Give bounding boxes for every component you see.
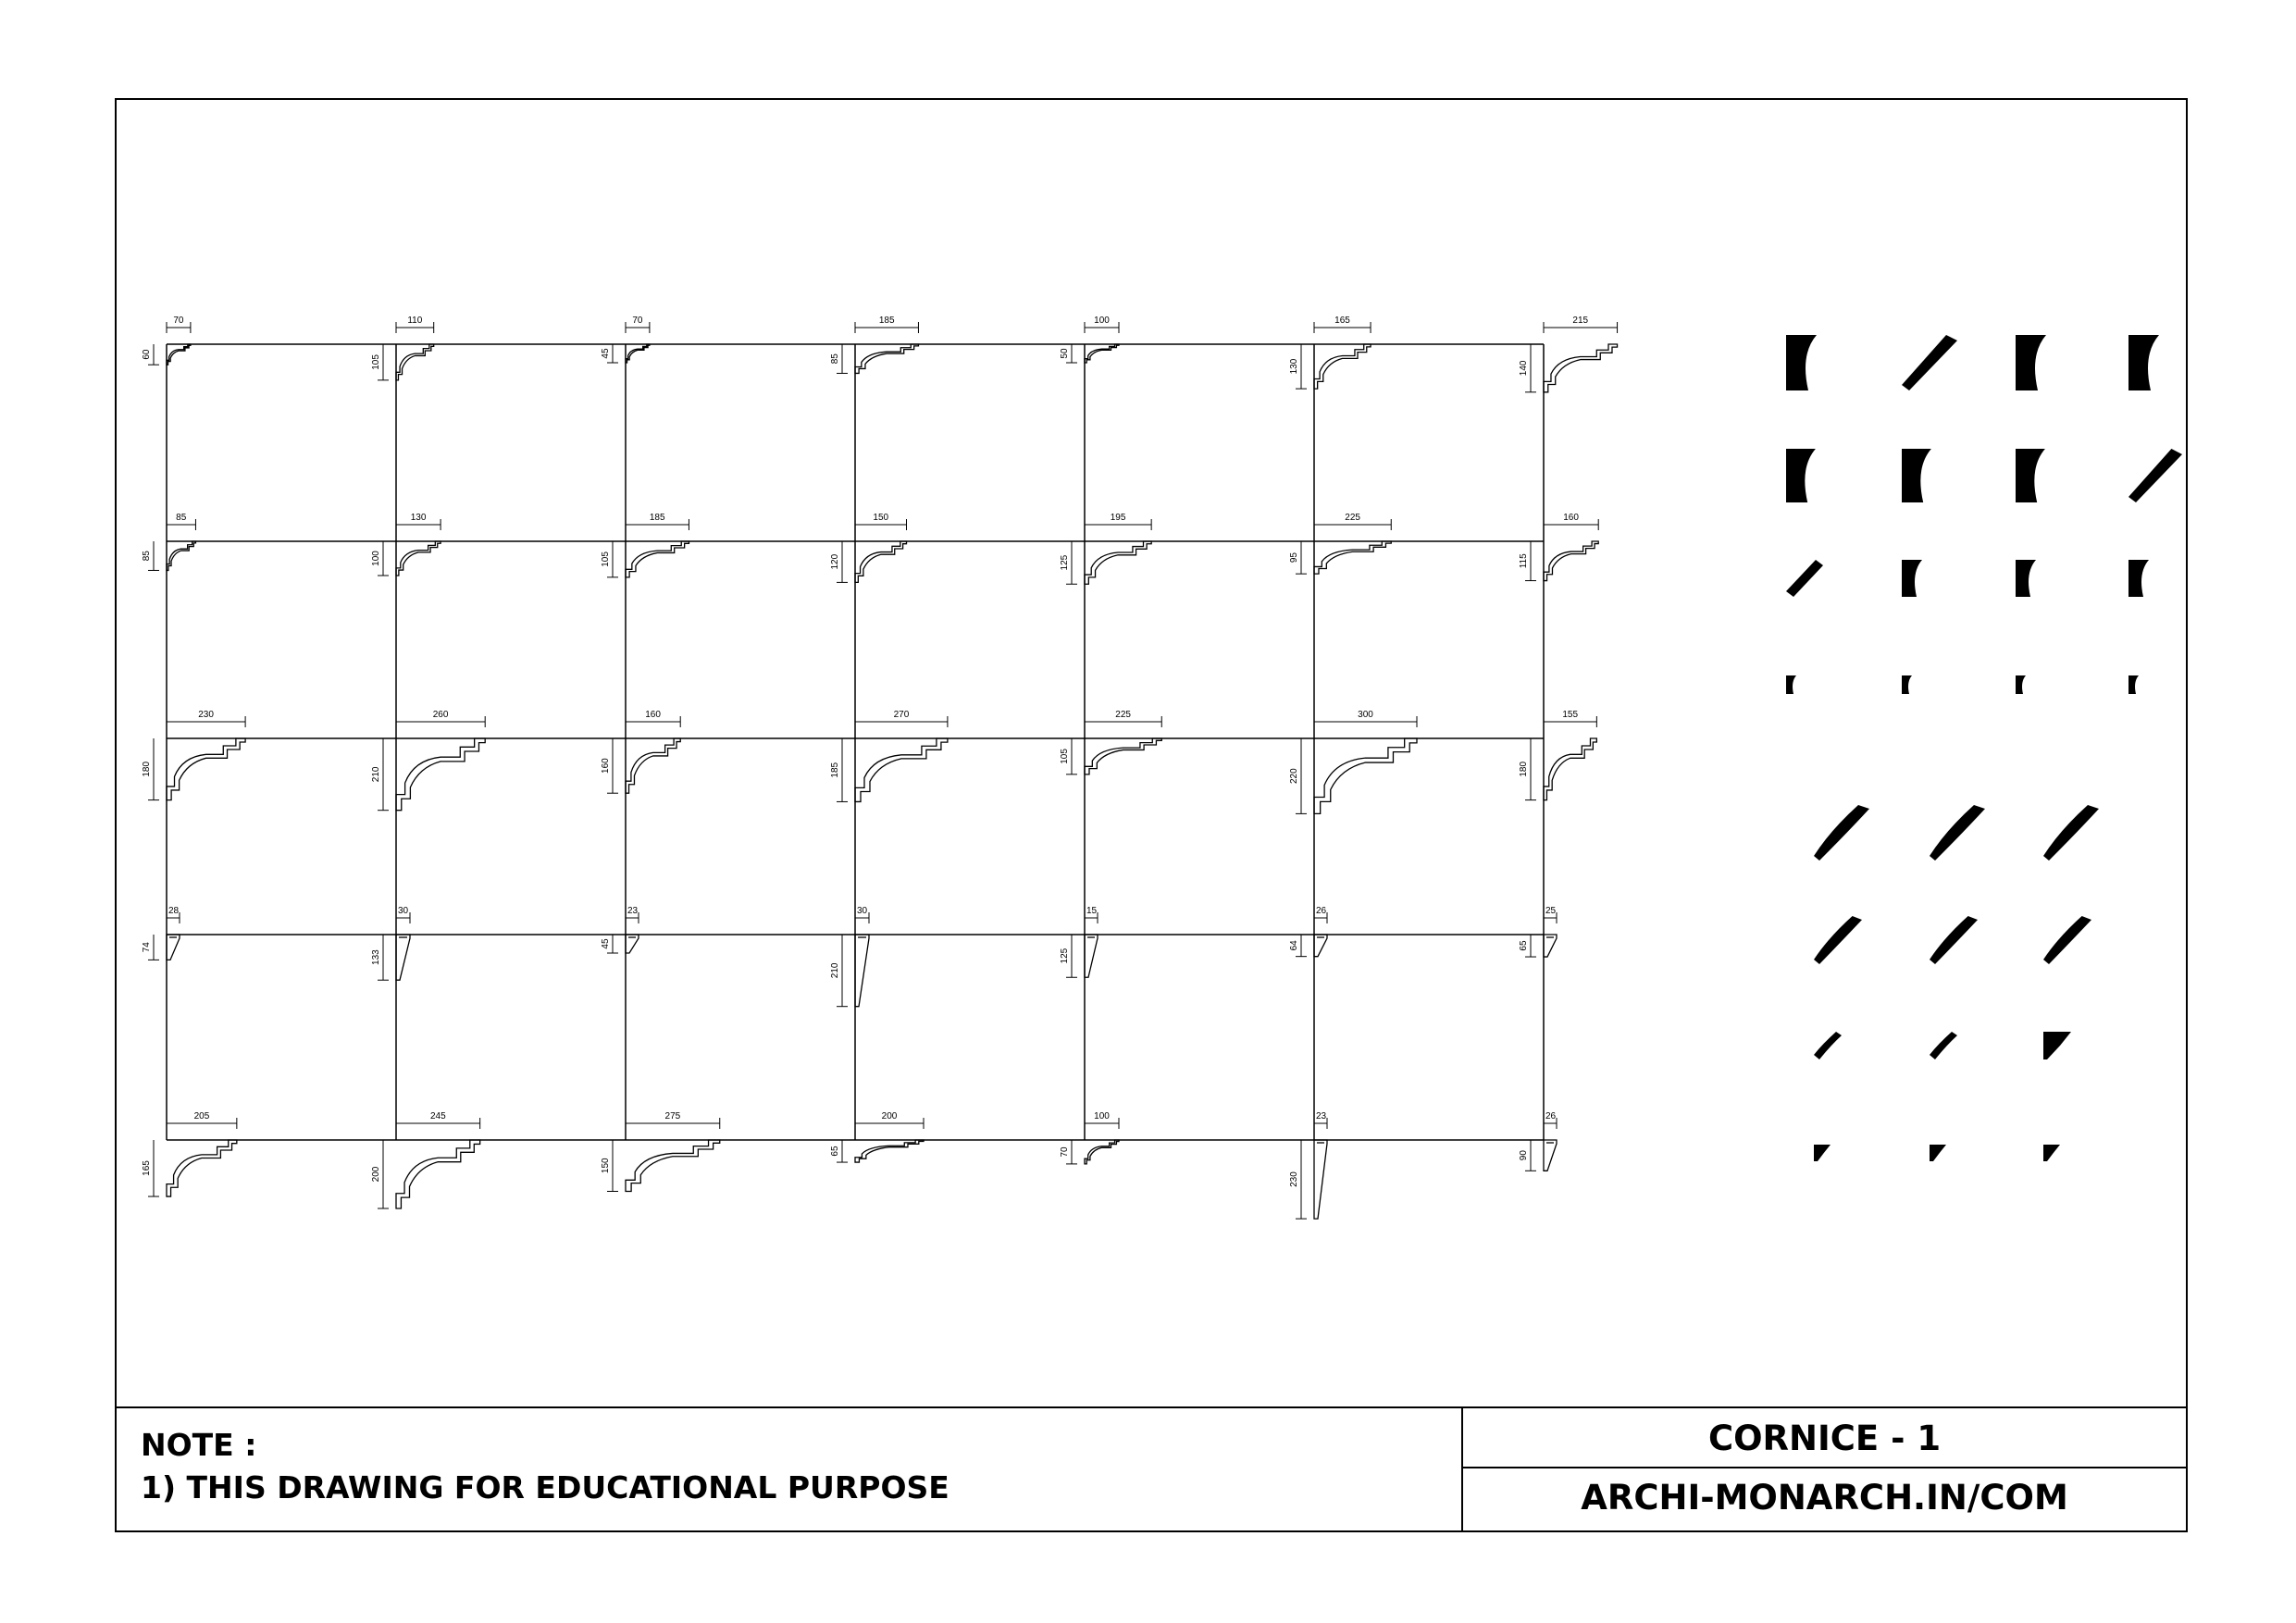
width-dimension-label: 225 [1345, 513, 1360, 523]
height-dimension-label: 105 [601, 551, 611, 567]
profile-r3-c2 [371, 710, 485, 811]
cornice-profile-outline [167, 344, 191, 365]
cornice-profile-outline [1314, 1140, 1327, 1219]
cornice-profile-outline [167, 935, 180, 960]
cornice-profile-outline [1085, 935, 1098, 977]
solid-profile-thumbnail [1786, 675, 1796, 694]
width-dimension-label: 195 [1110, 513, 1126, 523]
height-dimension-label: 200 [371, 1166, 381, 1183]
cornice-profile-outline [855, 738, 948, 801]
width-dimension-label: 28 [168, 906, 180, 916]
cornice-profile-outline [167, 1140, 237, 1196]
height-dimension-label: 70 [1060, 1146, 1070, 1158]
cornice-profile-outline [855, 541, 907, 582]
height-dimension-label: 125 [1060, 554, 1070, 571]
solid-profile-thumbnail [1902, 675, 1912, 694]
profile-r5-c2 [371, 1111, 480, 1208]
height-dimension-label: 50 [1060, 348, 1070, 359]
width-dimension-label: 230 [198, 710, 214, 720]
width-dimension-label: 185 [878, 316, 895, 326]
profile-r2-c5 [1060, 513, 1151, 584]
profile-r5-c4 [830, 1111, 924, 1162]
solid-profile-thumbnail [1930, 1145, 1946, 1161]
width-dimension-label: 70 [632, 316, 643, 326]
profile-r2-c4 [830, 513, 907, 582]
profile-r4-c5 [1060, 906, 1098, 977]
cornice-profile-outline [396, 1140, 480, 1208]
solid-profile-thumbnail [1786, 449, 1816, 502]
cornice-profile-outline [1544, 541, 1598, 581]
width-dimension-label: 26 [1545, 1111, 1557, 1121]
height-dimension-label: 85 [142, 551, 152, 562]
solid-profile-thumbnail [2043, 805, 2099, 861]
width-dimension-label: 260 [432, 710, 449, 720]
width-dimension-label: 200 [881, 1111, 898, 1121]
height-dimension-label: 45 [601, 348, 611, 359]
note-line-1: 1) THIS DRAWING FOR EDUCATIONAL PURPOSE [141, 1469, 949, 1505]
solid-profile-thumbnail [1814, 916, 1862, 964]
solid-profile-thumbnail [2016, 560, 2036, 597]
profile-r3-c1 [142, 710, 245, 800]
height-dimension-label: 130 [1289, 358, 1299, 375]
solid-profile-thumbnail [2016, 449, 2045, 502]
solid-profile-thumbnail [1930, 916, 1978, 964]
height-dimension-label: 90 [1519, 1150, 1529, 1161]
height-dimension-label: 65 [1519, 940, 1529, 951]
profile-r3-c4 [830, 710, 948, 801]
profile-r5-c5 [1060, 1111, 1119, 1164]
cornice-profile-outline [396, 935, 410, 980]
drawing-title: CORNICE - 1 [1707, 1419, 1942, 1458]
cornice-profile-outline [855, 935, 869, 1007]
cornice-profile-outline [396, 541, 441, 576]
cornice-profile-outline [167, 738, 245, 800]
height-dimension-label: 115 [1519, 553, 1529, 569]
width-dimension-label: 160 [1563, 513, 1579, 523]
solid-profile-thumbnail [2016, 335, 2046, 390]
solid-profile-thumbnail [2128, 449, 2182, 502]
height-dimension-label: 180 [1519, 761, 1529, 777]
height-dimension-label: 220 [1289, 768, 1299, 785]
width-dimension-label: 110 [407, 316, 423, 326]
cornice-profile-outline [167, 541, 195, 570]
website-label: ARCHI-MONARCH.IN/COM [1581, 1478, 2068, 1518]
width-dimension-label: 160 [645, 710, 661, 720]
width-dimension-label: 205 [193, 1111, 210, 1121]
width-dimension-label: 30 [398, 906, 409, 916]
cornice-profile-outline [626, 1140, 720, 1192]
solid-profile-thumbnail [2128, 560, 2149, 597]
width-dimension-label: 130 [410, 513, 427, 523]
cornice-profile-outline [1085, 541, 1151, 584]
profile-r1-c6 [1289, 316, 1371, 389]
cornice-profile-outline [1314, 738, 1417, 813]
height-dimension-label: 140 [1519, 360, 1529, 377]
cornice-profile-outline [1314, 541, 1391, 574]
solid-profile-thumbnail [2128, 335, 2159, 390]
profile-r4-c1 [142, 906, 180, 960]
solid-profile-thumbnail [2043, 1032, 2071, 1059]
profile-r1-c7 [1519, 316, 1618, 392]
profile-r5-c6 [1289, 1111, 1327, 1219]
height-dimension-label: 210 [371, 766, 381, 783]
solid-profile-thumbnail [2043, 1145, 2060, 1161]
cornice-profile-outline [1085, 1140, 1119, 1164]
width-dimension-label: 100 [1094, 316, 1110, 326]
cornice-profile-outline [626, 541, 689, 577]
width-dimension-label: 100 [1094, 1111, 1110, 1121]
solid-profile-thumbnail [1930, 805, 1985, 861]
profile-r5-c1 [142, 1111, 237, 1196]
cornice-profile-outline [626, 738, 680, 793]
height-dimension-label: 165 [142, 1160, 152, 1176]
height-dimension-label: 105 [1060, 749, 1070, 764]
height-dimension-label: 180 [142, 761, 152, 777]
profile-r3-c7 [1519, 710, 1596, 800]
cornice-profile-outline [1544, 344, 1618, 392]
note-heading: NOTE : [141, 1427, 257, 1463]
profile-r1-c2 [371, 316, 434, 380]
width-dimension-label: 165 [1334, 316, 1350, 326]
profile-r2-c7 [1519, 513, 1598, 581]
profile-r2-c6 [1289, 513, 1391, 574]
height-dimension-label: 210 [830, 962, 840, 979]
profile-r1-c5 [1060, 316, 1119, 363]
width-dimension-label: 275 [664, 1111, 681, 1121]
profile-r4-c2 [371, 906, 410, 980]
cornice-profile-outline [855, 344, 918, 373]
width-dimension-label: 300 [1358, 710, 1373, 720]
width-dimension-label: 150 [873, 513, 889, 523]
height-dimension-label: 95 [1289, 552, 1299, 564]
cornice-profile-outline [396, 738, 485, 811]
height-dimension-label: 105 [371, 354, 381, 370]
solid-profile-thumbnail [2043, 916, 2091, 964]
cornice-profile-grid [142, 316, 1618, 1219]
profile-r4-c3 [601, 906, 639, 953]
width-dimension-label: 25 [1545, 906, 1557, 916]
height-dimension-label: 64 [1289, 940, 1299, 951]
sheet-border [116, 99, 2187, 1531]
cornice-profile-outline [626, 344, 650, 363]
width-dimension-label: 85 [176, 513, 187, 523]
profile-r3-c6 [1289, 710, 1417, 813]
height-dimension-label: 185 [830, 762, 840, 778]
solid-profile-thumbnail [1786, 560, 1823, 597]
height-dimension-label: 120 [830, 553, 840, 570]
profile-r2-c3 [601, 513, 689, 577]
width-dimension-label: 15 [1086, 906, 1098, 916]
height-dimension-label: 60 [142, 349, 152, 360]
solid-profile-thumbnail [2016, 675, 2026, 694]
cornice-profile-outline [1085, 344, 1119, 363]
profile-r4-c6 [1289, 906, 1327, 957]
width-dimension-label: 270 [893, 710, 910, 720]
height-dimension-label: 65 [830, 1146, 840, 1157]
height-dimension-label: 160 [601, 758, 611, 774]
cornice-profile-outline [1085, 738, 1161, 774]
cornice-profile-outline [855, 1140, 924, 1162]
height-dimension-label: 133 [371, 949, 381, 965]
solid-profile-thumbnail [1930, 1032, 1957, 1059]
profile-r3-c3 [601, 710, 680, 793]
height-dimension-label: 150 [601, 1158, 611, 1174]
width-dimension-label: 70 [173, 316, 184, 326]
solid-profile-thumbnail [1814, 805, 1869, 861]
height-dimension-label: 45 [601, 938, 611, 949]
solid-profile-thumbnail [2128, 675, 2139, 694]
height-dimension-label: 100 [371, 551, 381, 566]
profile-r3-c5 [1060, 710, 1161, 774]
height-dimension-label: 125 [1060, 948, 1070, 964]
profile-r4-c7 [1519, 906, 1557, 957]
solid-profile-thumbnail [1902, 560, 1922, 597]
width-dimension-label: 23 [627, 906, 639, 916]
width-dimension-label: 225 [1115, 710, 1131, 720]
width-dimension-label: 155 [1562, 710, 1579, 720]
profile-r2-c2 [371, 513, 441, 576]
solid-profile-thumbnail [1902, 335, 1957, 390]
profile-r5-c7 [1519, 1111, 1557, 1171]
solid-profile-thumbnail [1902, 449, 1931, 502]
cornice-profile-outline [1314, 344, 1371, 389]
solid-profile-thumbnail [1814, 1145, 1831, 1161]
solid-profile-thumbnail [1814, 1032, 1842, 1059]
height-dimension-label: 74 [142, 942, 152, 953]
width-dimension-label: 23 [1316, 1111, 1327, 1121]
width-dimension-label: 185 [649, 513, 665, 523]
width-dimension-label: 30 [857, 906, 868, 916]
width-dimension-label: 215 [1572, 316, 1589, 326]
cornice-profile-outline [1544, 1140, 1557, 1171]
width-dimension-label: 245 [429, 1111, 446, 1121]
solid-profile-thumbnails [1786, 335, 2182, 1161]
cornice-profile-outline [396, 344, 434, 380]
cornice-profile-outline [1544, 738, 1596, 800]
solid-profile-thumbnail [1786, 335, 1817, 390]
profile-r4-c4 [830, 906, 869, 1007]
height-dimension-label: 85 [830, 353, 840, 365]
profile-r5-c3 [601, 1111, 720, 1192]
width-dimension-label: 26 [1316, 906, 1327, 916]
height-dimension-label: 230 [1289, 1171, 1299, 1187]
